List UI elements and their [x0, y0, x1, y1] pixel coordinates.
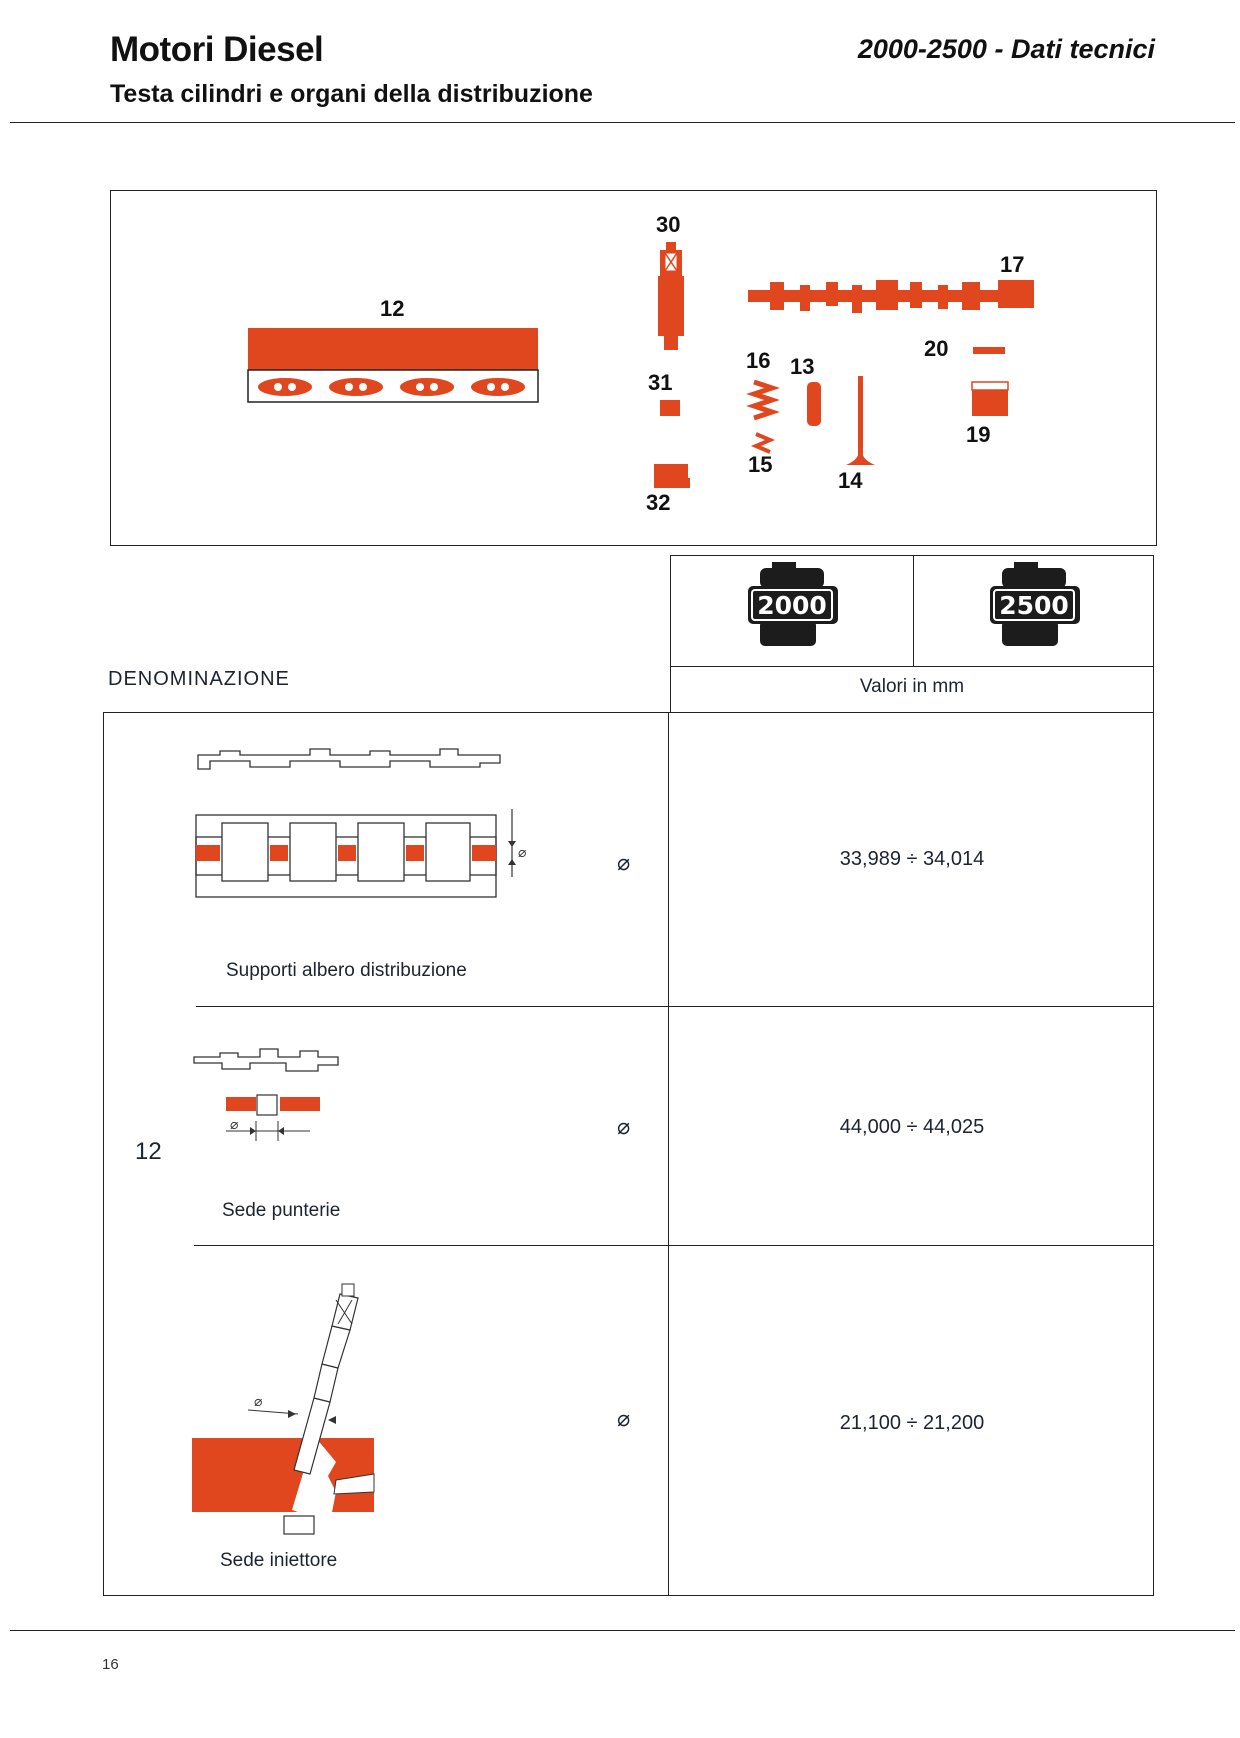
engine-2000-label: 2000 — [757, 591, 827, 620]
value-sede-iniettore: 21,100 ÷ 21,200 — [839, 1412, 985, 1434]
injector-part — [658, 242, 684, 350]
callout-12: 12 — [380, 296, 405, 321]
inner-spring-part — [756, 434, 770, 452]
svg-text:⌀: ⌀ — [254, 1394, 263, 1410]
header-divider — [10, 122, 1235, 123]
group-reference: 12 — [135, 1138, 162, 1165]
caption-sede-iniettore: Sede iniettore — [220, 1550, 338, 1571]
exploded-view-drawing — [110, 190, 1157, 546]
diameter-symbol-3: ⌀ — [617, 1406, 631, 1431]
valve-guide-part — [807, 382, 821, 426]
table-column-divider — [668, 712, 669, 1596]
page-title: Motori Diesel — [110, 30, 324, 69]
caption-sede-punterie: Sede punterie — [222, 1200, 341, 1221]
row-divider-2 — [194, 1245, 1154, 1246]
callout-20: 20 — [924, 336, 949, 361]
engine-header-divider — [913, 555, 914, 667]
section-title: 2000-2500 - Dati tecnici — [857, 34, 1155, 64]
svg-text:⌀: ⌀ — [230, 1117, 239, 1133]
page-number: 16 — [102, 1656, 119, 1673]
callout-32: 32 — [646, 490, 671, 515]
callout-17: 17 — [1000, 252, 1025, 277]
footer-divider — [10, 1630, 1235, 1631]
outer-spring-part — [754, 382, 772, 418]
caption-supporti-albero: Supporti albero distribuzione — [226, 960, 467, 981]
engine-2000-icon — [748, 562, 844, 652]
callout-16: 16 — [746, 348, 771, 373]
injector-seat-drawing — [186, 1280, 386, 1540]
part-20 — [973, 347, 1005, 354]
part-32 — [654, 464, 690, 488]
callout-31: 31 — [648, 370, 673, 395]
diameter-symbol-1: ⌀ — [617, 850, 631, 875]
camshaft-supports-drawing — [190, 745, 530, 905]
cylinder-head-part — [248, 328, 538, 402]
denomination-header: DENOMINAZIONE — [108, 668, 290, 690]
unit-label: Valori in mm — [859, 676, 965, 697]
callout-19: 19 — [966, 422, 991, 447]
callout-30: 30 — [656, 212, 681, 237]
value-sede-punterie: 44,000 ÷ 44,025 — [839, 1116, 985, 1138]
callout-14: 14 — [838, 468, 863, 493]
value-supporti-albero: 33,989 ÷ 34,014 — [839, 848, 985, 870]
row-divider-1 — [196, 1006, 1154, 1007]
engine-2500-icon — [990, 562, 1086, 652]
part-31 — [660, 400, 680, 416]
page-subtitle: Testa cilindri e organi della distribuzione — [110, 80, 593, 108]
svg-text:⌀: ⌀ — [518, 845, 527, 861]
camshaft-part — [748, 280, 1034, 313]
engine-2500-label: 2500 — [999, 591, 1069, 620]
tappet-part — [972, 382, 1008, 416]
callout-13: 13 — [790, 354, 815, 379]
tappet-seat-drawing — [190, 1045, 360, 1155]
callout-15: 15 — [748, 452, 773, 477]
valve-part — [846, 376, 875, 465]
diameter-symbol-2: ⌀ — [617, 1114, 631, 1139]
